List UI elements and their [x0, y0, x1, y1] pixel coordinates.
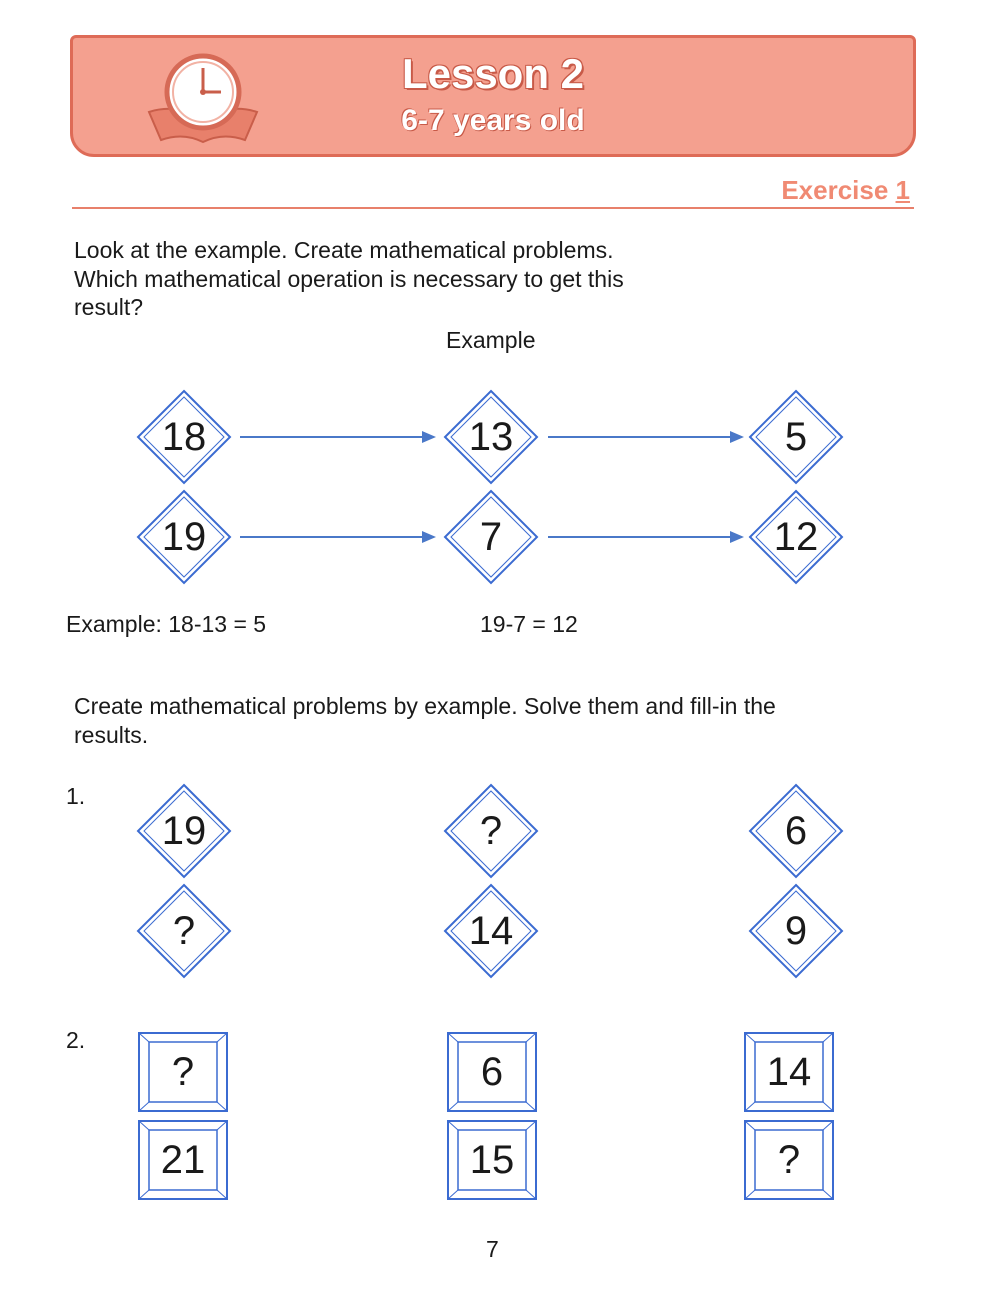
- arrow-icon: [548, 529, 748, 545]
- problem-2-label: 2.: [66, 1027, 86, 1053]
- problem-2-frame-1a[interactable]: [138, 1032, 228, 1112]
- task-instruction-line-2: results.: [74, 722, 149, 748]
- arrow-icon: [548, 429, 748, 445]
- problem-1-diamond-2a[interactable]: [136, 883, 232, 979]
- diamond-value: 14: [468, 908, 514, 953]
- page-number: 7: [486, 1236, 499, 1262]
- example-label: Example: [446, 327, 536, 353]
- problem-1-diamond-1a[interactable]: [136, 783, 232, 879]
- lesson-banner: [70, 35, 916, 157]
- example-diamond-2c: [748, 489, 844, 585]
- problem-1-diamond-2c[interactable]: [748, 883, 844, 979]
- example-diamond-1a: [136, 389, 232, 485]
- example-diamond-1b: [443, 389, 539, 485]
- diamond-value: 6: [784, 808, 808, 853]
- problem-1-label: 1.: [66, 783, 86, 809]
- exercise-divider: [72, 175, 914, 209]
- diamond-value: 9: [784, 908, 808, 953]
- problem-1-diamond-1b[interactable]: [443, 783, 539, 879]
- example-solution-2: 19-7 = 12: [480, 611, 578, 637]
- problem-2-frame-2a[interactable]: [138, 1120, 228, 1200]
- problem-2-frame-1c[interactable]: [744, 1032, 834, 1112]
- diamond-value: 7: [479, 514, 503, 559]
- instruction-line-1: Look at the example. Create mathematical problems.: [74, 237, 614, 263]
- problem-2-frame-1b[interactable]: [447, 1032, 537, 1112]
- problem-1-diamond-1c[interactable]: [748, 783, 844, 879]
- problem-2-frame-2b[interactable]: [447, 1120, 537, 1200]
- diamond-value: ?: [172, 908, 196, 953]
- arrow-icon: [240, 529, 440, 545]
- lesson-age: 6-7 years old: [401, 104, 585, 137]
- problem-2-frame-2c[interactable]: [744, 1120, 834, 1200]
- instruction-line-3: result?: [74, 294, 144, 320]
- diamond-value: 12: [773, 514, 819, 559]
- frame-value: ?: [171, 1049, 195, 1094]
- diamond-value: 19: [161, 514, 207, 559]
- lesson-title: Lesson 2: [401, 50, 585, 97]
- diamond-value: 19: [161, 808, 207, 853]
- frame-value: 14: [766, 1049, 812, 1094]
- diamond-value: 5: [784, 414, 808, 459]
- arrow-icon: [240, 429, 440, 445]
- example-diamond-2b: [443, 489, 539, 585]
- example-solution-1: Example: 18-13 = 5: [66, 611, 267, 637]
- exercise-label: Exercise: [781, 175, 889, 205]
- frame-value: ?: [777, 1137, 801, 1182]
- example-diamond-1c: [748, 389, 844, 485]
- problem-1-diamond-2b[interactable]: [443, 883, 539, 979]
- task-instruction-line-1: Create mathematical problems by example. Solve them and fill-in the: [74, 693, 776, 719]
- instruction-line-2: Which mathematical operation is necessary to get this: [74, 266, 624, 292]
- diamond-value: 13: [468, 414, 514, 459]
- diamond-value: ?: [479, 808, 503, 853]
- exercise-number: 1: [895, 175, 910, 205]
- exercise-heading: [781, 175, 910, 206]
- example-diamond-2a: [136, 489, 232, 585]
- frame-value: 6: [480, 1049, 504, 1094]
- frame-value: 15: [469, 1137, 515, 1182]
- diamond-value: 18: [161, 414, 207, 459]
- frame-value: 21: [160, 1137, 206, 1182]
